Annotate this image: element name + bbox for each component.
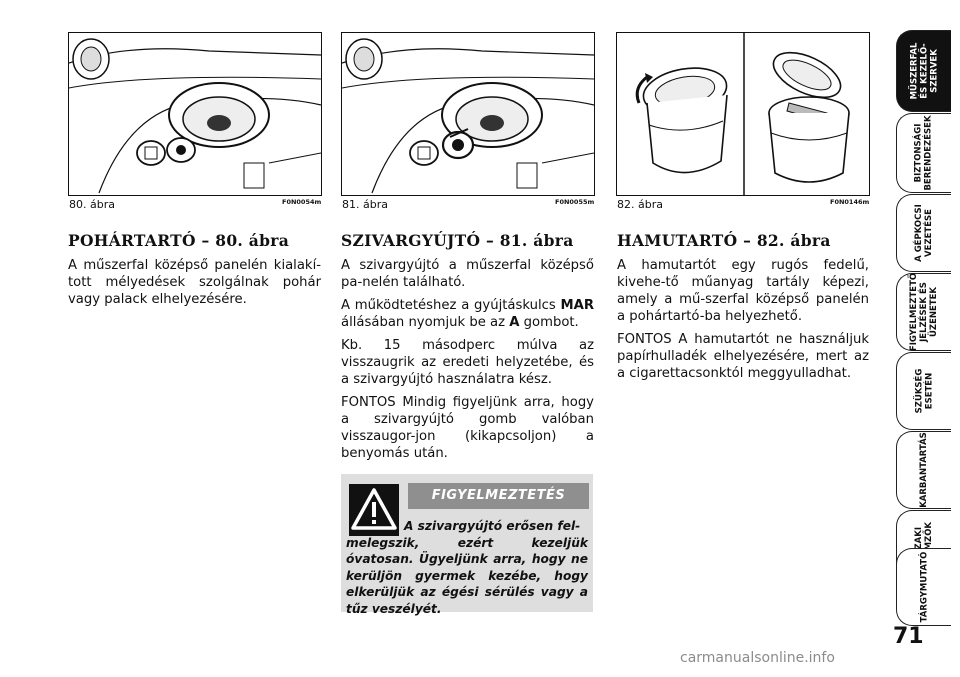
figure-code: F0N0055m	[555, 198, 595, 206]
body-text	[341, 297, 594, 331]
tab-label-line: BIZTONSÁGI	[914, 123, 925, 183]
tab-label-line: FIGYELMEZTETŐ	[909, 272, 920, 352]
tab-index-main[interactable]	[896, 548, 951, 626]
warning-text	[346, 518, 588, 617]
cup-holder-section	[68, 232, 321, 314]
tab-label-line: SZÜKSÉG	[914, 368, 924, 414]
tab-label	[919, 432, 929, 508]
warning-text-rest: melegszik, ezért kezeljük óvatosan. Ügyeljünk arra, hogy ne kerüljön gyermek kezébe, hogy elkerüljük az égési sérülés vagy a tűz veszélyét.	[346, 535, 588, 616]
tab-emergency[interactable]	[896, 352, 951, 430]
tab-label	[919, 552, 929, 623]
tab-label	[914, 204, 934, 262]
body-text: A szivargyújtó a műszerfal középső pa-nelén található.	[341, 258, 594, 290]
figure-code: F0N0146m	[830, 198, 870, 206]
figure-81	[341, 32, 595, 196]
body-text: Kb. 15 másodperc múlva az visszaugrik az eredeti helyzetébe, és a szivargyújtó használatra kész.	[341, 338, 594, 387]
ashtray-illustration	[617, 33, 869, 195]
body-text-part: A működtetéshez a gyújtáskulcs	[341, 298, 561, 313]
warning-box	[341, 474, 593, 616]
tab-label	[909, 43, 939, 100]
cup-holder-illustration	[69, 33, 321, 195]
tab-label-line: VEZETÉSE	[924, 209, 935, 257]
tab-driving[interactable]	[896, 194, 951, 272]
ashtray-section	[617, 232, 869, 388]
section-heading: SZIVARGYÚJTÓ – 81. ábra	[341, 231, 574, 250]
body-text: FONTOS A hamutartót ne használjuk papírhulladék elhelyezésére, mert az a cigarettacsonktól meggyulladhat.	[617, 332, 869, 381]
tab-label	[914, 115, 934, 190]
tab-label-line: TÁRGYMUTATÓ	[919, 551, 929, 623]
body-text: A műszerfal középső panelén kialakí-tott mélyedések szolgálnak pohár vagy palack elhelyezésére.	[68, 258, 321, 307]
tab-label-line: ÜZENETEK	[929, 287, 940, 337]
tab-label-line: JELZÉSEK ÉS	[919, 282, 930, 342]
section-heading: POHÁRTARTÓ – 80. ábra	[68, 231, 290, 250]
figure-caption: 82. ábra	[617, 198, 663, 211]
body-text-part: gombot.	[519, 315, 579, 330]
section-heading: HAMUTARTÓ – 82. ábra	[617, 231, 831, 250]
key-position-mar: MAR	[560, 298, 594, 313]
body-text: FONTOS Mindig figyeljünk arra, hogy a szivargyújtó gomb valóban visszaugor-jon (kikapcsoljon) a benyomás után.	[341, 395, 594, 461]
figure-code: F0N0054m	[282, 198, 322, 206]
body-text-part: állásában nyomjuk be az	[341, 315, 510, 330]
cigar-lighter-illustration	[342, 33, 594, 195]
tab-maintenance[interactable]	[896, 431, 951, 509]
button-label-a: A	[509, 315, 520, 330]
tab-safety-equipment[interactable]	[896, 113, 951, 193]
body-text: A hamutartót egy rugós fedelű, kivehe-tő műanyag tartály képezi, amely a mű-szerfal középső panelén a pohártartó-ba helyezhető.	[617, 258, 869, 324]
warning-text-first: A szivargyújtó erősen fel-	[404, 519, 581, 533]
tab-label-line: ESETÉN	[924, 372, 934, 410]
watermark-text: carmanualsonline.info	[680, 650, 835, 666]
tab-label-line: KARBANTARTÁS	[919, 432, 930, 508]
warning-title: FIGYELMEZTETÉS	[408, 483, 589, 509]
figure-82	[616, 32, 870, 196]
tab-label-line: BERENDEZÉSEK	[924, 115, 935, 191]
figure-caption: 81. ábra	[342, 198, 388, 211]
tab-label-line: ÉS KEZELŐ-	[919, 43, 930, 99]
tab-instruments-controls[interactable]	[896, 30, 951, 112]
tab-label-line: SZERVEK	[929, 49, 940, 93]
figure-80	[68, 32, 322, 196]
tab-warning-lights[interactable]	[896, 273, 951, 351]
tab-label	[909, 273, 939, 351]
tab-label-line: A GÉPKOCSI	[914, 204, 925, 262]
cigar-lighter-section	[341, 232, 594, 468]
tab-label	[914, 369, 934, 414]
figure-caption: 80. ábra	[69, 198, 115, 211]
tab-label-line: MŰSZERFAL	[909, 42, 920, 100]
page-number: 71	[893, 624, 924, 649]
